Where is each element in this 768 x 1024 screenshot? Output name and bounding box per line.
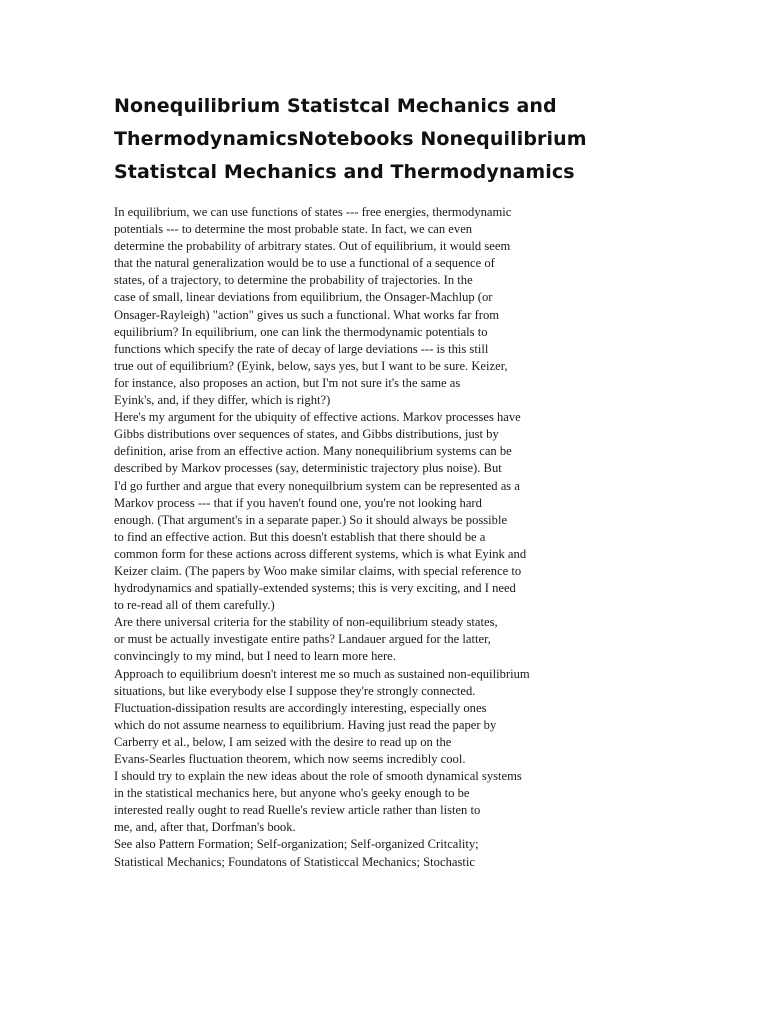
title-line: ThermodynamicsNotebooks Nonequilibrium <box>114 128 587 150</box>
body-line: Eyink's, and, if they differ, which is right?) <box>114 393 331 408</box>
body-line: in the statistical mechanics here, but anyone who's geeky enough to be <box>114 786 470 801</box>
body-line: Keizer claim. (The papers by Woo make similar claims, with special reference to <box>114 563 522 578</box>
body-line: See also Pattern Formation; Self-organization; Self-organized Critcality; <box>114 837 479 852</box>
body-line: I should try to explain the new ideas about the role of smooth dynamical systems <box>114 769 522 784</box>
body-line: equilibrium? In equilibrium, one can link the thermodynamic potentials to <box>114 324 488 339</box>
body-line: I'd go further and argue that every nonequilbrium system can be represented as a <box>114 478 520 493</box>
body-line: case of small, linear deviations from equilibrium, the Onsager-Machlup (or <box>114 290 493 305</box>
body-line: convincingly to my mind, but I need to learn more here. <box>114 649 396 664</box>
body-line: Fluctuation-dissipation results are accordingly interesting, especially ones <box>114 700 487 715</box>
body-line: common form for these actions across different systems, which is what Eyink and <box>114 546 527 561</box>
title-line: Statistcal Mechanics and Thermodynamics <box>114 161 575 183</box>
body-line: In equilibrium, we can use functions of states --- free energies, thermodynamic <box>114 205 512 219</box>
body-text <box>114 204 674 871</box>
body-line: potentials --- to determine the most probable state. In fact, we can even <box>114 222 473 237</box>
body-line: to re-read all of them carefully.) <box>114 598 275 613</box>
body-line: that the natural generalization would be to use a functional of a sequence of <box>114 256 495 271</box>
body-line: or must be actually investigate entire paths? Landauer argued for the latter, <box>114 632 491 647</box>
body-line: interested really ought to read Ruelle's review article rather than listen to <box>114 803 481 818</box>
body-line: Approach to equilibrium doesn't interest me so much as sustained non-equilibrium <box>114 666 530 681</box>
title-line: Nonequilibrium Statistcal Mechanics and <box>114 95 557 117</box>
body-line: to find an effective action. But this doesn't establish that there should be a <box>114 529 486 544</box>
body-line: Here's my argument for the ubiquity of effective actions. Markov processes have <box>114 410 521 425</box>
body-line: hydrodynamics and spatially-extended systems; this is very exciting, and I need <box>114 581 516 596</box>
body-line: Carberry et al., below, I am seized with the desire to read up on the <box>114 734 452 749</box>
body-line: situations, but like everybody else I suppose they're strongly connected. <box>114 683 476 698</box>
body-line: which do not assume nearness to equilibrium. Having just read the paper by <box>114 717 497 732</box>
body-line: Markov process --- that if you haven't found one, you're not looking hard <box>114 495 482 510</box>
body-line: determine the probability of arbitrary states. Out of equilibrium, it would seem <box>114 239 511 254</box>
body-line: definition, arise from an effective action. Many nonequilibrium systems can be <box>114 444 512 459</box>
body-line: me, and, after that, Dorfman's book. <box>114 820 296 835</box>
body-line: functions which specify the rate of decay of large deviations --- is this still <box>114 341 489 356</box>
body-line: Gibbs distributions over sequences of states, and Gibbs distributions, just by <box>114 427 499 442</box>
body-line: true out of equilibrium? (Eyink, below, says yes, but I want to be sure. Keizer, <box>114 358 508 373</box>
body-line: Are there universal criteria for the stability of non-equilibrium steady states, <box>114 615 498 630</box>
body-line: Statistical Mechanics; Foundatons of Statisticcal Mechanics; Stochastic <box>114 854 475 869</box>
body-line: for instance, also proposes an action, but I'm not sure it's the same as <box>114 375 461 390</box>
page-title <box>114 90 674 189</box>
body-line: states, of a trajectory, to determine the probability of trajectories. In the <box>114 273 473 288</box>
body-line: described by Markov processes (say, deterministic trajectory plus noise). But <box>114 461 502 476</box>
body-line: enough. (That argument's in a separate paper.) So it should always be possible <box>114 512 508 527</box>
body-line: Onsager-Rayleigh) "action" gives us such a functional. What works far from <box>114 307 500 322</box>
body-line: Evans-Searles fluctuation theorem, which now seems incredibly cool. <box>114 752 466 766</box>
